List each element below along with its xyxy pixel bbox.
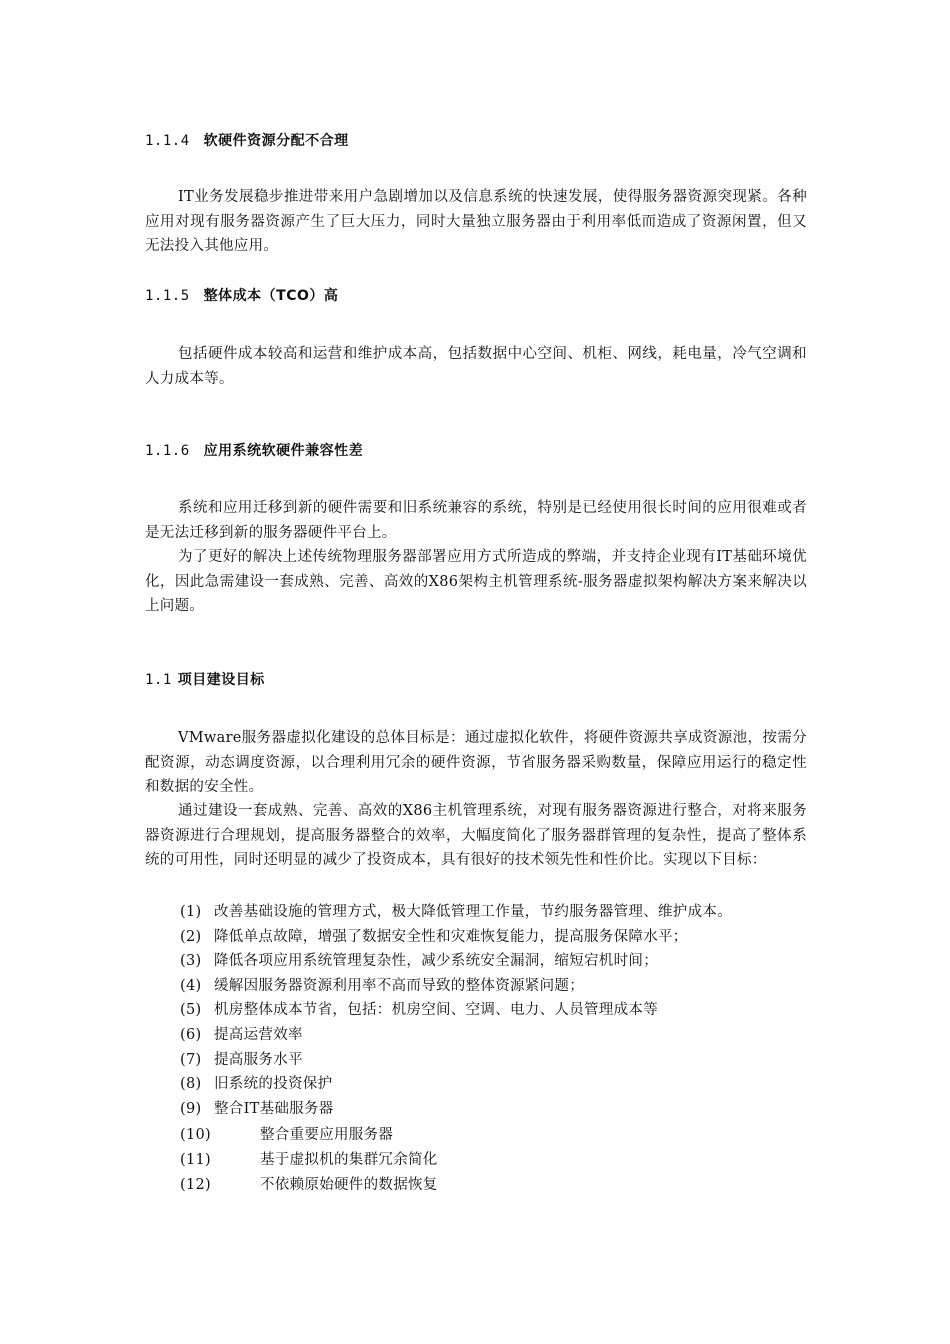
goal-number: (1) bbox=[180, 904, 202, 920]
goal-text: 整合重要应用服务器 bbox=[260, 1127, 394, 1143]
goal-text: 改善基础设施的管理方式，极大降低管理工作量，节约服务器管理、维护成本。 bbox=[214, 904, 732, 920]
goal-item bbox=[180, 925, 688, 950]
goal-item bbox=[180, 1097, 334, 1122]
goal-text: 基于虚拟机的集群冗余简化 bbox=[260, 1152, 438, 1168]
paragraph: VMware服务器虚拟化建设的总体目标是：通过虚拟化软件，将硬件资源共享成资源池，按需分配资源，动态调度资源，以合理利用冗余的硬件资源，节省服务器采购数量，保障应用运行的稳定性和数据的安全性。 bbox=[145, 730, 807, 795]
goal-text: 缓解因服务器资源利用率不高而导致的整体资源紧问题； bbox=[214, 978, 584, 994]
goal-number: (7) bbox=[180, 1052, 202, 1068]
paragraph: 为了更好的解决上述传统物理服务器部署应用方式所造成的弊端，并支持企业现有IT基础环境优化，因此急需建设一套成熟、完善、高效的X86架构主机管理系统-服务器虚拟架构解决方案来解决以上问题。 bbox=[145, 549, 807, 614]
section-heading-1-1-4 bbox=[145, 130, 349, 150]
goal-item bbox=[180, 974, 584, 999]
goal-text: 旧系统的投资保护 bbox=[214, 1076, 333, 1092]
goal-text: 提高服务水平 bbox=[214, 1052, 303, 1068]
goal-number: (5) bbox=[180, 1002, 202, 1018]
goal-item bbox=[180, 1023, 303, 1048]
goal-number: (6) bbox=[180, 1027, 202, 1043]
goal-text: 不依赖原始硬件的数据恢复 bbox=[260, 1177, 438, 1193]
goal-item bbox=[180, 949, 658, 974]
section-number: 1.1.4 bbox=[145, 133, 190, 149]
paragraph: 包括硬件成本较高和运营和维护成本高，包括数据中心空间、机柜、网线，耗电量，冷气空调和人力成本等。 bbox=[145, 346, 807, 387]
section-title: 软硬件资源分配不合理 bbox=[203, 133, 349, 149]
section-number: 1.1.5 bbox=[145, 288, 190, 304]
goal-number: (4) bbox=[180, 978, 202, 994]
goal-item bbox=[180, 998, 658, 1023]
section-title: 整体成本（TCO）高 bbox=[203, 288, 339, 304]
goal-item bbox=[180, 1072, 332, 1097]
section-title: 应用系统软硬件兼容性差 bbox=[203, 443, 364, 459]
section-title: 项目建设目标 bbox=[177, 672, 265, 688]
goal-number: (11) bbox=[180, 1152, 211, 1168]
section-heading-1-1-6 bbox=[145, 440, 363, 460]
paragraph: 通过建设一套成熟、完善、高效的X86主机管理系统，对现有服务器资源进行整合，对将来服务器资源进行合理规划，提高服务器整合的效率，大幅度简化了服务器群管理的复杂性，提高了整体系统的可用性，同时还明显的减少了投资成本，具有很好的技术领先性和性价比。实现以下目标： bbox=[145, 803, 807, 868]
goal-item bbox=[180, 900, 732, 925]
goal-item bbox=[180, 1173, 438, 1198]
goal-text: 降低各项应用系统管理复杂性，减少系统安全漏洞，缩短宕机时间； bbox=[214, 953, 658, 969]
goal-number: (8) bbox=[180, 1076, 202, 1092]
goal-item bbox=[180, 1148, 438, 1173]
goal-text: 提高运营效率 bbox=[214, 1027, 303, 1043]
paragraph: 系统和应用迁移到新的硬件需要和旧系统兼容的系统，特别是已经使用很长时间的应用很难或者是无法迁移到新的服务器硬件平台上。 bbox=[145, 500, 807, 541]
goal-number: (10) bbox=[180, 1127, 211, 1143]
goal-number: (12) bbox=[180, 1177, 211, 1193]
section-number: 1.1 bbox=[145, 672, 172, 688]
goal-number: (3) bbox=[180, 953, 202, 969]
section-number: 1.1.6 bbox=[145, 443, 190, 459]
goal-item bbox=[180, 1048, 303, 1073]
section-heading-1-1 bbox=[145, 669, 265, 689]
goal-text: 机房整体成本节省，包括：机房空间、空调、电力、人员管理成本等 bbox=[214, 1002, 658, 1018]
goal-item bbox=[180, 1123, 393, 1148]
paragraph: IT业务发展稳步推进带来用户急剧增加以及信息系统的快速发展，使得服务器资源突现紧。各种应用对现有服务器资源产生了巨大压力，同时大量独立服务器由于利用率低而造成了资源闲置，但又无法投入其他应用。 bbox=[145, 189, 807, 254]
goal-text: 降低单点故障，增强了数据安全性和灾难恢复能力，提高服务保障水平； bbox=[214, 929, 688, 945]
goal-number: (2) bbox=[180, 929, 202, 945]
goal-text: 整合IT基础服务器 bbox=[214, 1101, 334, 1117]
goal-number: (9) bbox=[180, 1101, 202, 1117]
section-heading-1-1-5 bbox=[145, 285, 338, 305]
